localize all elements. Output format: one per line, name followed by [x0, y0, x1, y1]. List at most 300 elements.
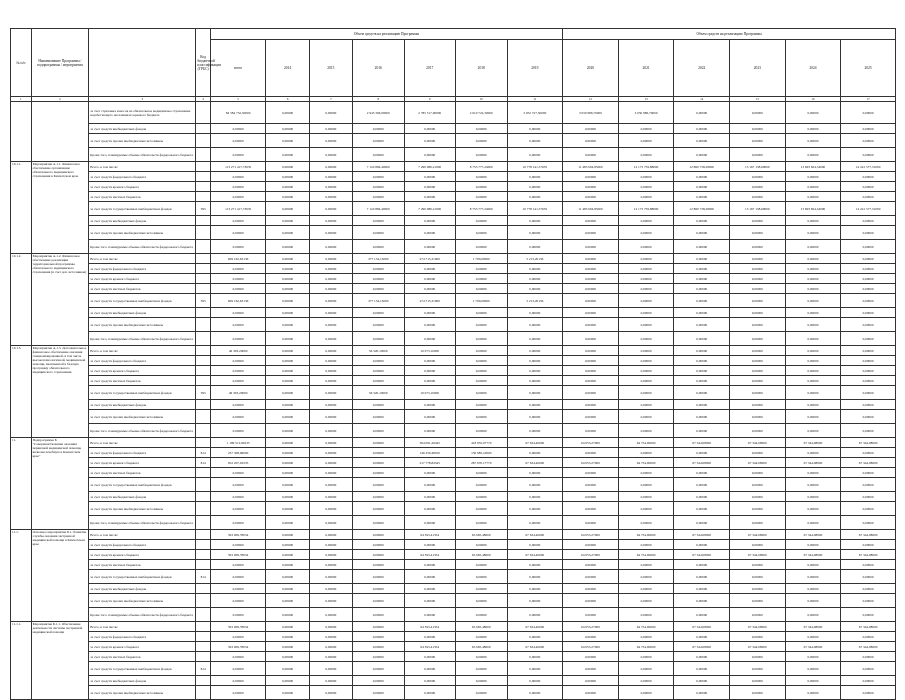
value-cell: 0,00000: [618, 516, 674, 530]
value-cell: 0,00000: [674, 226, 730, 240]
value-cell: 0,00000: [507, 182, 563, 192]
value-cell: 0,00000: [309, 516, 352, 530]
value-cell: 0,00000: [563, 356, 619, 366]
value-cell: 364 091,26445: [404, 438, 456, 448]
kbk-cell: [196, 540, 210, 550]
value-cell: 0,00000: [309, 570, 352, 584]
value-cell: 67 344,08000: [785, 530, 841, 540]
kbk-cell: 395: [196, 386, 210, 400]
value-cell: 0,00000: [309, 400, 352, 410]
table-row: [11, 608, 896, 622]
value-cell: 0,00000: [404, 652, 456, 662]
col-index-cell: 8: [353, 97, 405, 102]
value-cell: 0,00000: [309, 424, 352, 438]
value-cell: 0,00000: [404, 318, 456, 332]
value-cell: 0,00000: [785, 376, 841, 386]
source-label: за счет средств местных бюджетов: [89, 192, 196, 202]
value-cell: 0,00000: [674, 540, 730, 550]
source-label: за счет средств краевого бюджета: [89, 182, 196, 192]
value-cell: 0,00000: [563, 124, 619, 134]
value-cell: 64 393,41354: [404, 622, 456, 632]
source-label: за счет средств федерального бюджета: [89, 264, 196, 274]
value-cell: 64 754,90000: [618, 550, 674, 560]
value-cell: 0,00000: [507, 240, 563, 254]
value-cell: 0,00000: [618, 332, 674, 346]
table-row: [11, 308, 896, 318]
value-cell: 0,00000: [266, 686, 309, 700]
source-label: за счет средств федерального бюджета: [89, 356, 196, 366]
value-cell: 0,00000: [210, 356, 266, 366]
table-row: [11, 124, 896, 134]
value-cell: 0,00000: [730, 254, 786, 264]
value-cell: 0,00000: [353, 400, 405, 410]
value-cell: 0,00000: [210, 366, 266, 376]
value-cell: 0,00000: [309, 438, 352, 448]
value-cell: 0,00000: [730, 400, 786, 410]
value-cell: 0,00000: [309, 410, 352, 424]
value-cell: 0,00000: [563, 662, 619, 676]
col-header-source: [89, 29, 196, 97]
value-cell: 0,00000: [309, 458, 352, 468]
value-cell: 0,00000: [404, 410, 456, 424]
value-cell: 0,00000: [785, 686, 841, 700]
value-cell: 0,00000: [841, 124, 896, 134]
row-number-cell: 11.: [11, 438, 32, 530]
value-cell: 0,00000: [507, 216, 563, 226]
value-cell: 0,00000: [309, 148, 352, 162]
value-cell: 0,00000: [841, 594, 896, 608]
value-cell: 0,00000: [404, 502, 456, 516]
value-cell: 0,00000: [618, 124, 674, 134]
value-cell: 0,00000: [210, 284, 266, 294]
value-cell: 0,00000: [730, 264, 786, 274]
value-cell: 0,00000: [785, 676, 841, 686]
value-cell: 0,00000: [618, 172, 674, 182]
col-header-year: 2019: [507, 40, 563, 97]
value-cell: 0,00000: [456, 308, 508, 318]
value-cell: 7 124 884,40000: [353, 162, 405, 172]
value-cell: 0,00000: [353, 448, 405, 458]
value-cell: 10 778 141,57635: [507, 162, 563, 172]
value-cell: 0,00000: [507, 386, 563, 400]
kbk-cell: [196, 622, 210, 632]
value-cell: 0,00000: [210, 502, 266, 516]
row-name-cell: Подпрограмма Б "Совершенствование оказания первичной медицинской помощи, включая лечебную в Камчатском крае": [31, 438, 89, 530]
kbk-cell: [196, 400, 210, 410]
kbk-cell: [196, 284, 210, 294]
value-cell: 63 065,48000: [456, 530, 508, 540]
value-cell: 0,00000: [618, 584, 674, 594]
value-cell: 0,00000: [309, 216, 352, 226]
value-cell: 0,00000: [785, 254, 841, 264]
value-cell: 0,00000: [404, 676, 456, 686]
value-cell: 46 393,20000: [210, 386, 266, 400]
value-cell: 0,00000: [507, 478, 563, 492]
value-cell: 0,00000: [404, 478, 456, 492]
value-cell: 0,00000: [841, 346, 896, 356]
value-cell: 13 167 138,69000: [730, 162, 786, 172]
source-label: за счет средств краевого бюджета: [89, 458, 196, 468]
col-header-year: 2022: [674, 40, 730, 97]
value-cell: 0,00000: [507, 424, 563, 438]
value-cell: 0,00000: [841, 492, 896, 502]
value-cell: 0,00000: [785, 192, 841, 202]
value-cell: 0,00000: [210, 216, 266, 226]
budget-table: [10, 28, 896, 700]
value-cell: 0,00000: [309, 182, 352, 192]
table-row: [11, 686, 896, 700]
value-cell: 14 241 577,31000: [841, 202, 896, 216]
value-cell: 0,00000: [309, 274, 352, 284]
value-cell: 0,00000: [309, 478, 352, 492]
table-row: [11, 438, 896, 448]
row-number-cell: 11.1.1.: [11, 622, 32, 700]
value-cell: 2 952 727,30000: [507, 102, 563, 124]
value-cell: 0,00000: [309, 102, 352, 124]
value-cell: 0,00000: [618, 594, 674, 608]
value-cell: 418 955,07770: [456, 438, 508, 448]
kbk-cell: [196, 102, 210, 124]
col-header-year: 2015: [309, 40, 352, 97]
col-group-right: Объем средств на реализацию Программы: [563, 29, 896, 40]
value-cell: 0,00000: [210, 492, 266, 502]
col-index-cell: 4: [196, 97, 210, 102]
value-cell: 0,00000: [404, 516, 456, 530]
value-cell: 0,00000: [456, 240, 508, 254]
source-label: Кроме того, планируемые объемы обязательств федерального бюджета: [89, 240, 196, 254]
value-cell: 0,00000: [674, 148, 730, 162]
value-cell: 67 344,08000: [730, 438, 786, 448]
value-cell: 0,00000: [210, 652, 266, 662]
kbk-cell: 814: [196, 448, 210, 458]
value-cell: 0,00000: [309, 366, 352, 376]
table-row: [11, 458, 896, 468]
source-label: за счет средств прочих внебюджетных источников: [89, 226, 196, 240]
value-cell: 0,00000: [507, 662, 563, 676]
table-row: [11, 652, 896, 662]
source-label: за счет средств местных бюджетов: [89, 376, 196, 386]
kbk-cell: [196, 356, 210, 366]
table-row: [11, 202, 896, 216]
value-cell: 12 173 759,88000: [618, 202, 674, 216]
value-cell: 0,00000: [404, 284, 456, 294]
value-cell: 237 308,96000: [210, 448, 266, 458]
value-cell: 0,00000: [266, 366, 309, 376]
value-cell: 274 715,31000: [404, 294, 456, 308]
value-cell: 0,00000: [841, 376, 896, 386]
value-cell: 593 909,78054: [210, 530, 266, 540]
value-cell: 0,00000: [507, 632, 563, 642]
row-name-cell: Мероприятие Б.1.1. Обеспечение деятельности системы экстренной медицинской помощи: [31, 622, 89, 700]
source-label: Всего, в том числе:: [89, 254, 196, 264]
value-cell: 0,00000: [618, 240, 674, 254]
col-index-cell: 12: [563, 97, 619, 102]
value-cell: 0,00000: [785, 308, 841, 318]
value-cell: 0,00000: [841, 386, 896, 400]
value-cell: 64 053,27000: [563, 438, 619, 448]
value-cell: 609 162,63136: [210, 294, 266, 308]
table-row: [11, 162, 896, 172]
value-cell: 0,00000: [785, 516, 841, 530]
value-cell: 130 985,10000: [456, 448, 508, 458]
value-cell: 0,00000: [456, 676, 508, 686]
value-cell: 0,00000: [841, 652, 896, 662]
value-cell: 0,00000: [563, 448, 619, 458]
value-cell: 0,00000: [841, 662, 896, 676]
value-cell: 0,00000: [353, 182, 405, 192]
value-cell: 0,00000: [841, 226, 896, 240]
kbk-cell: [196, 676, 210, 686]
value-cell: 0,00000: [266, 492, 309, 502]
value-cell: 0,00000: [309, 254, 352, 264]
value-cell: 0,00000: [456, 424, 508, 438]
value-cell: 0,00000: [730, 448, 786, 458]
value-cell: 0,00000: [618, 608, 674, 622]
value-cell: 0,00000: [785, 366, 841, 376]
value-cell: 0,00000: [674, 652, 730, 662]
kbk-cell: [196, 148, 210, 162]
value-cell: 63 065,48000: [456, 642, 508, 652]
value-cell: 0,00000: [353, 570, 405, 584]
value-cell: 0,00000: [674, 584, 730, 594]
value-cell: 0,00000: [210, 148, 266, 162]
value-cell: 0,00000: [210, 608, 266, 622]
value-cell: 0,00000: [266, 124, 309, 134]
source-label: Кроме того, планируемые объемы обязательств федерального бюджета: [89, 148, 196, 162]
value-cell: 0,00000: [507, 686, 563, 700]
value-cell: 67 634,40000: [507, 438, 563, 448]
value-cell: 0,00000: [841, 264, 896, 274]
row-number-cell: 10.1.2.: [11, 254, 32, 346]
value-cell: 0,00000: [618, 366, 674, 376]
value-cell: 0,00000: [563, 386, 619, 400]
value-cell: 67 344,08000: [730, 550, 786, 560]
value-cell: 0,00000: [309, 332, 352, 346]
source-label: за счет средств краевого бюджета: [89, 366, 196, 376]
value-cell: 0,00000: [404, 560, 456, 570]
source-label: за счет средств местных бюджетов: [89, 468, 196, 478]
value-cell: 0,00000: [210, 264, 266, 274]
value-cell: 0,00000: [353, 530, 405, 540]
table-row: [11, 662, 896, 676]
value-cell: 0,00000: [841, 148, 896, 162]
table-row: [11, 102, 896, 124]
value-cell: 0,00000: [353, 240, 405, 254]
table-row: [11, 540, 896, 550]
value-cell: 0,00000: [730, 284, 786, 294]
value-cell: 0,00000: [785, 502, 841, 516]
value-cell: 0,00000: [730, 182, 786, 192]
value-cell: 0,00000: [618, 424, 674, 438]
col-header-no: № п/п: [11, 29, 32, 97]
value-cell: 0,00000: [353, 438, 405, 448]
value-cell: 287 970,17770: [456, 458, 508, 468]
value-cell: 0,00000: [618, 478, 674, 492]
value-cell: 0,00000: [353, 652, 405, 662]
table-row: [11, 294, 896, 308]
kbk-cell: [196, 594, 210, 608]
kbk-cell: [196, 478, 210, 492]
kbk-cell: 395: [196, 202, 210, 216]
value-cell: 0,00000: [456, 318, 508, 332]
table-row: [11, 550, 896, 560]
value-cell: 0,00000: [210, 410, 266, 424]
value-cell: 0,00000: [563, 516, 619, 530]
table-row: [11, 468, 896, 478]
value-cell: 0,00000: [730, 502, 786, 516]
value-cell: 36 320,10000: [353, 386, 405, 400]
value-cell: 0,00000: [507, 148, 563, 162]
value-cell: 0,00000: [210, 400, 266, 410]
value-cell: 0,00000: [618, 632, 674, 642]
value-cell: 593 909,78054: [210, 550, 266, 560]
table-row: [11, 478, 896, 492]
value-cell: 0,00000: [210, 124, 266, 134]
value-cell: 64 754,90000: [618, 530, 674, 540]
col-index-cell: 5: [210, 97, 266, 102]
value-cell: 0,00000: [563, 148, 619, 162]
value-cell: 67 344,08000: [785, 458, 841, 468]
kbk-cell: [196, 550, 210, 560]
value-cell: 0,00000: [618, 264, 674, 274]
value-cell: 0,00000: [618, 346, 674, 356]
value-cell: 0,00000: [674, 376, 730, 386]
table-row: [11, 376, 896, 386]
value-cell: 0,00000: [266, 502, 309, 516]
value-cell: 0,00000: [266, 478, 309, 492]
value-cell: 0,00000: [456, 594, 508, 608]
value-cell: 0,00000: [266, 240, 309, 254]
value-cell: 0,00000: [618, 134, 674, 148]
value-cell: 0,00000: [266, 400, 309, 410]
value-cell: 67 344,08000: [841, 642, 896, 652]
value-cell: 12 173 759,88000: [618, 162, 674, 172]
value-cell: 0,00000: [266, 652, 309, 662]
value-cell: 0,00000: [674, 274, 730, 284]
value-cell: 0,00000: [841, 448, 896, 458]
source-label: за счет средств государственных внебюджетных фондов: [89, 386, 196, 400]
col-header-year: 2025: [841, 40, 896, 97]
value-cell: 0,00000: [404, 226, 456, 240]
value-cell: 0,00000: [309, 686, 352, 700]
value-cell: 14 241 577,31000: [841, 162, 896, 172]
value-cell: 0,00000: [456, 346, 508, 356]
col-index-cell: 7: [309, 97, 352, 102]
kbk-cell: [196, 172, 210, 182]
value-cell: 0,00000: [563, 318, 619, 332]
value-cell: 0,00000: [210, 516, 266, 530]
table-row: [11, 584, 896, 594]
value-cell: 0,00000: [309, 240, 352, 254]
value-cell: 0,00000: [785, 540, 841, 550]
value-cell: 0,00000: [266, 516, 309, 530]
value-cell: 0,00000: [210, 318, 266, 332]
value-cell: 0,00000: [507, 318, 563, 332]
kbk-cell: [196, 438, 210, 448]
value-cell: 0,00000: [353, 622, 405, 632]
source-label: за счет средств внебюджетных фондов: [89, 308, 196, 318]
value-cell: 0,00000: [456, 652, 508, 662]
value-cell: 0,00000: [309, 642, 352, 652]
value-cell: 0,00000: [266, 448, 309, 458]
table-row: [11, 346, 896, 356]
value-cell: 0,00000: [618, 356, 674, 366]
value-cell: 0,00000: [785, 318, 841, 332]
table-row: [11, 192, 896, 202]
value-cell: 0,00000: [266, 172, 309, 182]
value-cell: 0,00000: [266, 254, 309, 264]
col-index-cell: 3: [89, 97, 196, 102]
source-label: за счет средств федерального бюджета: [89, 172, 196, 182]
value-cell: 0,00000: [309, 346, 352, 356]
value-cell: 0,00000: [785, 492, 841, 502]
value-cell: 3 050 986,70000: [563, 102, 619, 124]
value-cell: 0,00000: [563, 632, 619, 642]
value-cell: 0,00000: [730, 608, 786, 622]
value-cell: 0,00000: [785, 632, 841, 642]
value-cell: 0,00000: [674, 264, 730, 274]
source-label: за счет средств федерального бюджета: [89, 448, 196, 458]
value-cell: 0,00000: [785, 448, 841, 458]
value-cell: 0,00000: [404, 264, 456, 274]
source-label: Всего, в том числе:: [89, 346, 196, 356]
value-cell: 0,00000: [353, 318, 405, 332]
value-cell: 0,00000: [841, 608, 896, 622]
value-cell: 0,00000: [618, 254, 674, 264]
table-row: [11, 240, 896, 254]
table-row: [11, 284, 896, 294]
source-label: за счет средств внебюджетных фондов: [89, 216, 196, 226]
col-index-cell: 15: [730, 97, 786, 102]
value-cell: 274 715,31000: [404, 254, 456, 264]
value-cell: 0,00000: [785, 102, 841, 124]
row-number-cell: 10.1.1.: [11, 162, 32, 254]
value-cell: 0,00000: [210, 308, 266, 318]
value-cell: 67 344,08000: [674, 438, 730, 448]
value-cell: 0,00000: [404, 376, 456, 386]
value-cell: 0,00000: [309, 202, 352, 216]
value-cell: 64 053,27000: [563, 622, 619, 632]
value-cell: 0,00000: [507, 584, 563, 594]
value-cell: 0,00000: [210, 240, 266, 254]
value-cell: 0,00000: [353, 332, 405, 346]
value-cell: 0,00000: [674, 332, 730, 346]
value-cell: 0,00000: [210, 594, 266, 608]
value-cell: 0,00000: [309, 264, 352, 274]
value-cell: 0,00000: [785, 284, 841, 294]
value-cell: 0,00000: [507, 376, 563, 386]
value-cell: 0,00000: [507, 570, 563, 584]
value-cell: 0,00000: [674, 424, 730, 438]
col-header-name: Наименование Программы / подпрограммы / мероприятия: [31, 29, 89, 97]
value-cell: 0,00000: [730, 134, 786, 148]
kbk-cell: [196, 492, 210, 502]
value-cell: 0,00000: [353, 594, 405, 608]
value-cell: 0,00000: [353, 516, 405, 530]
value-cell: 0,00000: [404, 172, 456, 182]
row-number-cell: 10.1.3.: [11, 346, 32, 438]
value-cell: 0,00000: [210, 172, 266, 182]
value-cell: 0,00000: [730, 424, 786, 438]
value-cell: 0,00000: [730, 492, 786, 502]
col-header-year: 2021: [618, 40, 674, 97]
value-cell: 7 124 884,40000: [353, 202, 405, 216]
value-cell: 0,00000: [210, 274, 266, 284]
kbk-cell: [196, 192, 210, 202]
value-cell: 0,00000: [563, 240, 619, 254]
source-label: Кроме того, планируемые объемы обязательств федерального бюджета: [89, 424, 196, 438]
value-cell: 0,00000: [730, 216, 786, 226]
